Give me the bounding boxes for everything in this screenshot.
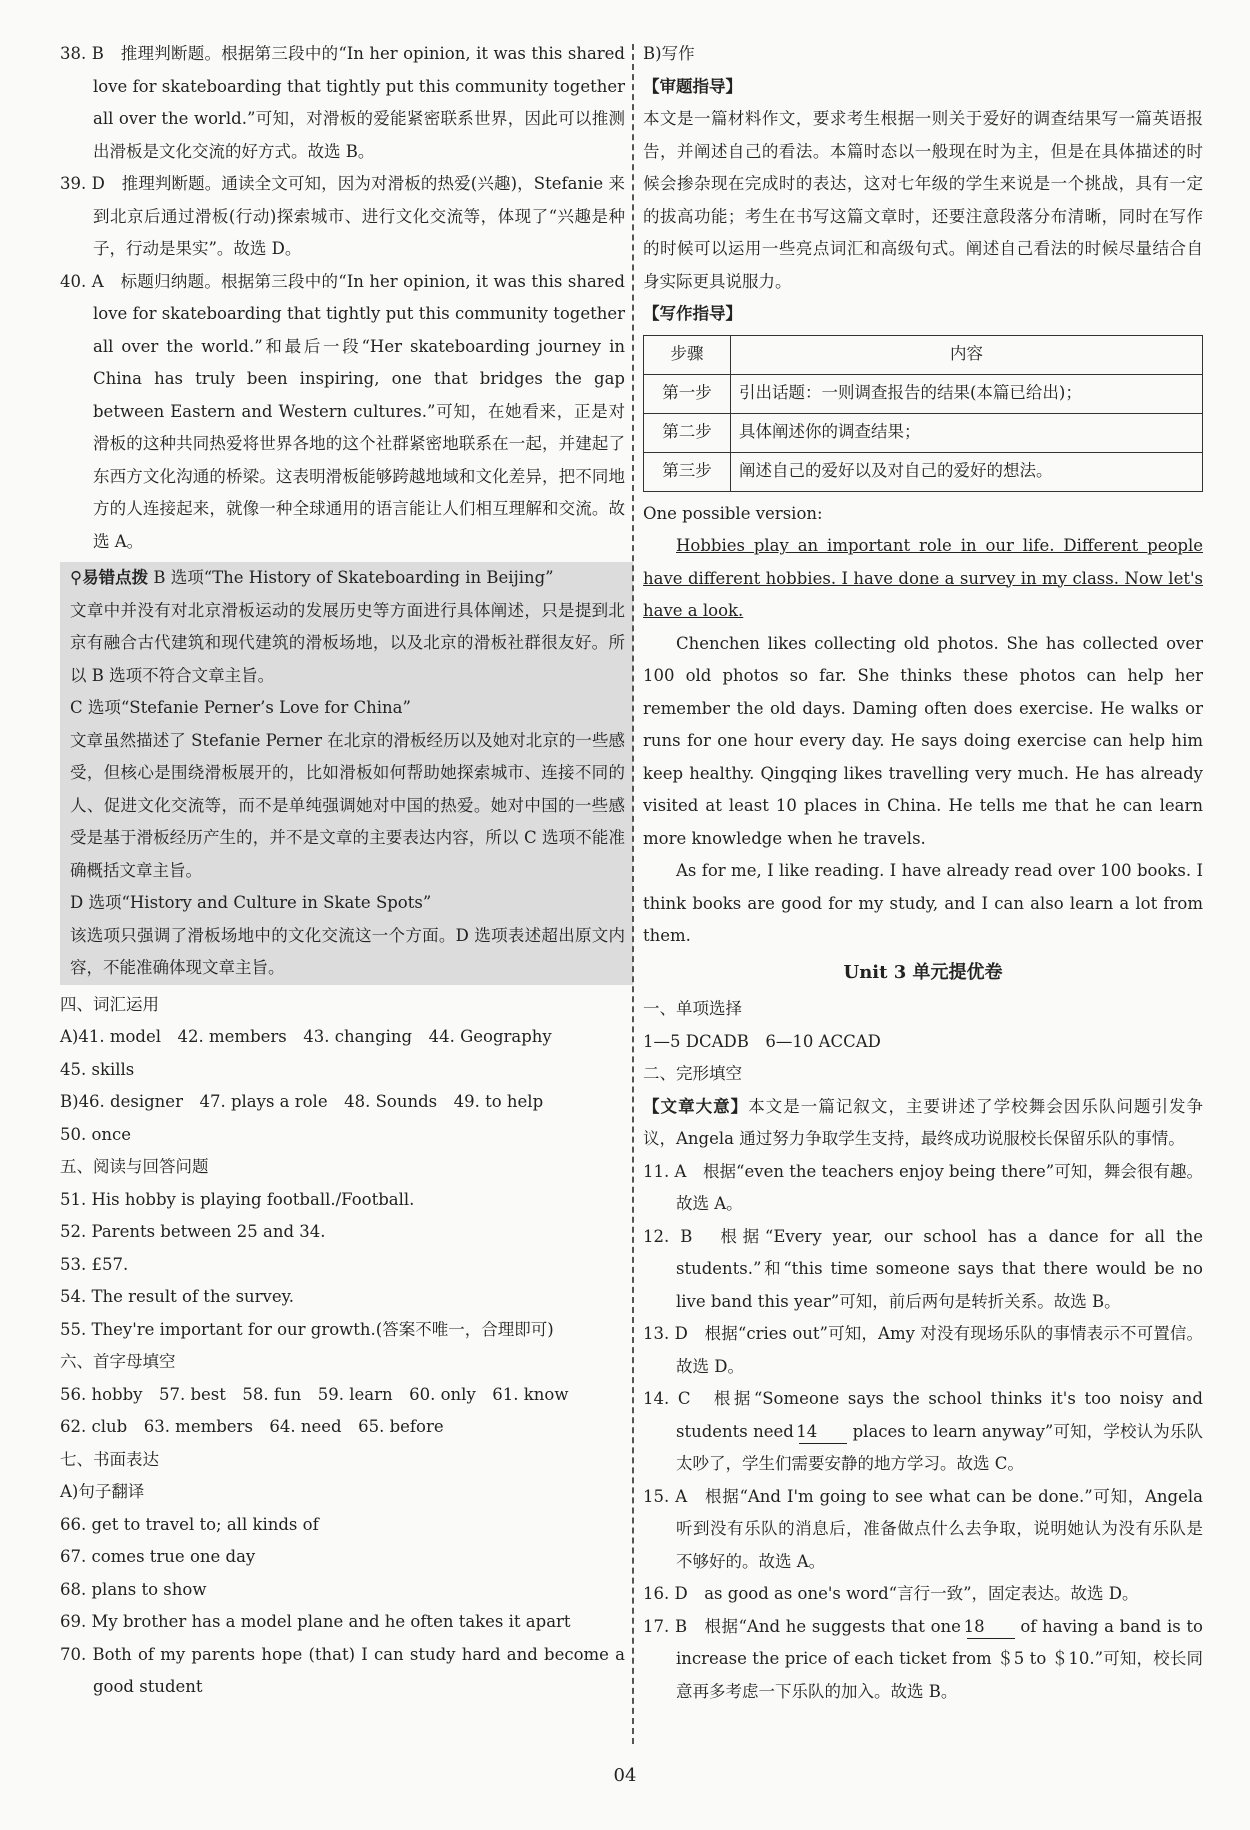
answer-14: 14. C 根据“Someone says the school thinks it's too noisy and students need 14 places to learn anyway”可知，学校认为乐队太吵了，学生们需要安静的地方学习。故选 C。 <box>643 1389 1203 1473</box>
version-label: One possible version: <box>643 503 823 523</box>
reading-answer: 52. Parents between 25 and 34. <box>60 1222 326 1241</box>
error-tip-box <box>60 562 633 985</box>
translation-answer: 66. get to travel to; all kinds of <box>60 1514 319 1534</box>
tip-title: 易错点拨 <box>82 568 149 587</box>
reading-answer: 54. The result of the survey. <box>60 1287 295 1306</box>
cloze-heading: 六、首字母填空 <box>60 1352 176 1371</box>
essay-paragraph-1: Hobbies play an important role in our life. Different people have different hobbies. I have done a survey in my class. Now let's have a look. <box>643 536 1203 620</box>
answer-13: 13. D 根据“cries out”可知，Amy 对没有现场乐队的事情表示不可置信。故选 D。 <box>643 1324 1203 1376</box>
answer-16: 16. D as good as one's word“言行一致”，固定表达。故选 D。 <box>643 1584 1139 1603</box>
bulb-icon: ⚲ <box>70 568 83 587</box>
shenti-heading: 【审题指导】 <box>643 76 742 96</box>
table-header-step: 步骤 <box>644 335 731 374</box>
reading-answer: 53. £57. <box>60 1254 129 1274</box>
tip-option-b: B 选项“The History of Skateboarding in Beijing” <box>153 568 554 587</box>
shenti-text: 本文是一篇材料作文，要求考生根据一则关于爱好的调查结果写一篇英语报告，并阐述自己的看法。本篇时态以一般现在时为主，但是在具体描述的时候会掺杂现在完成时的表达，这对七年级的学生来说是一个挑战，具有一定的拔高功能；考生在书写这篇文章时，还要注意段落分布清晰，同时在写作的时候可以运用一些亮点词汇和高级句式。阐述自己看法的时候尽量结合自身实际更具说服力。 <box>643 109 1203 291</box>
answer-38: 38. B 推理判断题。根据第三段中的“In her opinion, it was this shared love for skateboarding that tightly put this community together all over the world.”可知，对滑板的爱能紧密联系世界，因此可以推测出滑板是文化交流的好方式。故选 B。 <box>60 44 625 161</box>
answer-40: 40. A 标题归纳题。根据第三段中的“In her opinion, it was this shared love for skateboarding that tightly put this community together all over the world.”和最后一段“Her skateboarding journey in China has truly been inspiring, one that bridges the gap between Eastern and Western cultures.”可知，在她看来，正是对滑板的这种共同热爱将世界各地的这个社群紧密地联系在一起，并建起了东西方文化沟通的桥梁。这表明滑板能够跨越地域和文化差异，把不同地方的人连接起来，就像一种全球通用的语言能让人们相互理解和交流。故选 A。 <box>60 271 625 551</box>
page-number: 04 <box>613 1765 637 1786</box>
steps-table <box>643 335 1203 492</box>
unit-title: Unit 3 单元提优卷 <box>843 961 1003 983</box>
table-header-content: 内容 <box>731 335 1203 374</box>
reading-answer: 55. They're important for our growth.(答案不唯一，合理即可) <box>60 1319 554 1339</box>
writing-b-heading: B)写作 <box>643 44 695 63</box>
blank-18: 18 <box>967 1616 1015 1639</box>
answer-12: 12. B 根据“Every year, our school has a dance for all the students.”和“this time someone says that there would be no live band this year”可知，前后两句是转折关系。故选 B。 <box>643 1226 1203 1311</box>
xiezuo-heading: 【写作指导】 <box>643 304 742 323</box>
essay-paragraph-2: Chenchen likes collecting old photos. She has collected over 100 old photos so far. She thinks these photos can help her remember the old days. Daming often does exercise. He walks or runs for one hour every day. He says doing exercise can help him keep healthy. Qingqing likes travelling very much. He has already visited at least 10 places in China. He tells me that he can learn more knowledge when he travels. <box>643 633 1203 848</box>
translation-answer: 70. Both of my parents hope (that) I can study hard and become a good student <box>60 1644 625 1696</box>
vocab-heading: 四、词汇运用 <box>60 994 159 1014</box>
answer-15: 15. A 根据“And I'm going to see what can be done.”可知，Angela 听到没有乐队的消息后，准备做点什么去争取，说明她认为没有乐队是不够好的。故选 A。 <box>643 1486 1203 1571</box>
answer-11: 11. A 根据“even the teachers enjoy being there”可知，舞会很有趣。故选 A。 <box>643 1161 1203 1213</box>
reading-answer: 51. His hobby is playing football./Football. <box>60 1189 415 1209</box>
blank-14: 14 <box>799 1421 847 1444</box>
essay-paragraph-3: As for me, I like reading. I have already read over 100 books. I think books are good for my study, and I can also learn a lot from them. <box>643 861 1203 945</box>
cloze-line: 62. club 63. members 64. need 65. before <box>60 1417 444 1436</box>
reading-heading: 五、阅读与回答问题 <box>60 1157 209 1176</box>
column-divider <box>632 44 634 1744</box>
vocab-line: 45. skills <box>60 1059 135 1079</box>
translation-answer: 69. My brother has a model plane and he often takes it apart <box>60 1612 571 1631</box>
table-row: 第二步 具体阐述你的调查结果； <box>644 413 1203 452</box>
tip-option-c: C 选项“Stefanie Perner’s Love for China” <box>70 698 411 717</box>
tip-text-c: 文章虽然描述了 Stefanie Perner 在北京的滑板经历以及她对北京的一些感受，但核心是围绕滑板展开的，比如滑板如何帮助她探索城市、连接不同的人、促进文化交流等，而不是单纯强调她对中国的热爱。她对中国的一些感受是基于滑板经历产生的，并不是文章的主要表达内容，所以 C 选项不能准确概括文章主旨。 <box>70 730 625 880</box>
translation-answer: 68. plans to show <box>60 1579 207 1599</box>
writing-heading: 七、书面表达 <box>60 1449 159 1469</box>
vocab-line: A)41. model 42. members 43. changing 44. Geography <box>60 1027 552 1046</box>
table-row: 第一步 引出话题：一则调查报告的结果(本篇已给出)； <box>644 374 1203 413</box>
section-1-heading: 一、单项选择 <box>643 999 742 1018</box>
tip-text-d: 该选项只强调了滑板场地中的文化交流这一个方面。D 选项表述超出原文内容，不能准确体现文章主旨。 <box>70 925 625 977</box>
summary-text: 本文是一篇记叙文，主要讲述了学校舞会因乐队问题引发争议，Angela 通过努力争取学生支持，最终成功说服校长保留乐队的事情。 <box>643 1096 1204 1148</box>
answer-39: 39. D 推理判断题。通读全文可知，因为对滑板的热爱(兴趣)，Stefanie 来到北京后通过滑板(行动)探索城市、进行文化交流等，体现了“兴趣是种子，行动是果实”。故选 D。 <box>60 174 625 258</box>
vocab-line: 50. once <box>60 1124 132 1144</box>
answer-17: 17. B 根据“And he suggests that one 18 of having a band is to increase the price of each ticket from ＄5 to ＄10.”可知，校长同意再多考虑一下乐队的加入。故选 B。 <box>643 1616 1203 1701</box>
section-2-heading: 二、完形填空 <box>643 1064 742 1083</box>
left-column <box>60 38 625 1704</box>
table-row: 第三步 阐述自己的爱好以及对自己的爱好的想法。 <box>644 452 1203 491</box>
cloze-line: 56. hobby 57. best 58. fun 59. learn 60. only 61. know <box>60 1384 569 1404</box>
tip-option-d: D 选项“History and Culture in Skate Spots” <box>70 893 432 912</box>
section-1-answers: 1—5 DCADB 6—10 ACCAD <box>643 1031 881 1051</box>
summary-label: 【文章大意】 <box>643 1096 749 1116</box>
translation-heading: A)句子翻译 <box>60 1482 145 1501</box>
vocab-line: B)46. designer 47. plays a role 48. Sounds 49. to help <box>60 1092 544 1111</box>
translation-answer: 67. comes true one day <box>60 1547 256 1566</box>
right-column <box>643 38 1203 1708</box>
tip-text-b: 文章中并没有对北京滑板运动的发展历史等方面进行具体阐述，只是提到北京有融合古代建筑和现代建筑的滑板场地，以及北京的滑板社群很友好。所以 B 选项不符合文章主旨。 <box>70 600 625 685</box>
